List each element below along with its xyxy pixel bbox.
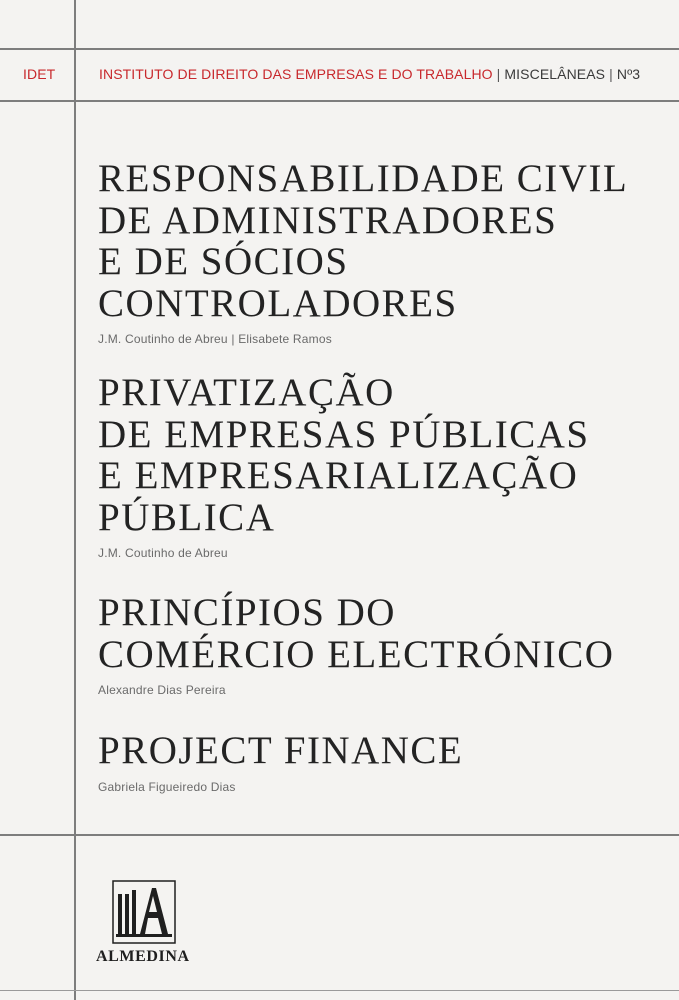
separator: | xyxy=(496,66,501,82)
title-line: DE ADMINISTRADORES xyxy=(98,198,558,242)
idet-label: IDET xyxy=(23,66,56,82)
top-rule xyxy=(0,48,679,50)
title-line: CONTROLADORES xyxy=(98,281,458,325)
book-author: Gabriela Figueiredo Dias xyxy=(98,779,236,794)
book-entry xyxy=(98,372,590,560)
vertical-rule xyxy=(74,0,76,1000)
title-line: PRIVATIZAÇÃO xyxy=(98,371,395,414)
book-entry xyxy=(98,730,463,794)
title-line: E DE SÓCIOS xyxy=(98,240,349,283)
title-line: DE EMPRESAS PÚBLICAS xyxy=(98,412,590,456)
header-bottom-rule xyxy=(0,100,679,102)
title-line: PRINCÍPIOS DO xyxy=(98,591,396,634)
title-line: COMÉRCIO ELECTRÓNICO xyxy=(98,632,615,676)
book-author: Alexandre Dias Pereira xyxy=(98,683,226,697)
book-author: J.M. Coutinho de Abreu | Elisabete Ramos xyxy=(98,332,332,346)
publisher-name: ALMEDINA xyxy=(96,948,190,965)
book-entry xyxy=(98,592,614,697)
book-title xyxy=(98,730,463,772)
book-entry xyxy=(98,158,628,346)
title-line: E EMPRESARIALIZAÇÃO xyxy=(98,454,579,497)
title-line: PÚBLICA xyxy=(98,495,276,539)
almedina-emblem-icon xyxy=(112,880,176,944)
separator: | xyxy=(609,66,613,82)
series-name: INSTITUTO DE DIREITO DAS EMPRESAS E DO TRABALHO xyxy=(99,66,493,82)
collection-name: MISCELÂNEAS xyxy=(504,66,606,82)
publisher-logo xyxy=(96,880,206,966)
title-line: RESPONSABILIDADE CIVIL xyxy=(98,157,629,200)
footer-top-rule xyxy=(0,834,679,836)
title-line: PROJECT FINANCE xyxy=(98,729,464,772)
book-title xyxy=(98,372,590,538)
book-title xyxy=(98,592,614,675)
book-author: J.M. Coutinho de Abreu xyxy=(98,546,228,560)
volume-number: Nº3 xyxy=(616,66,641,82)
series-header xyxy=(99,66,640,82)
bottom-rule xyxy=(0,990,679,991)
book-title xyxy=(98,158,628,324)
